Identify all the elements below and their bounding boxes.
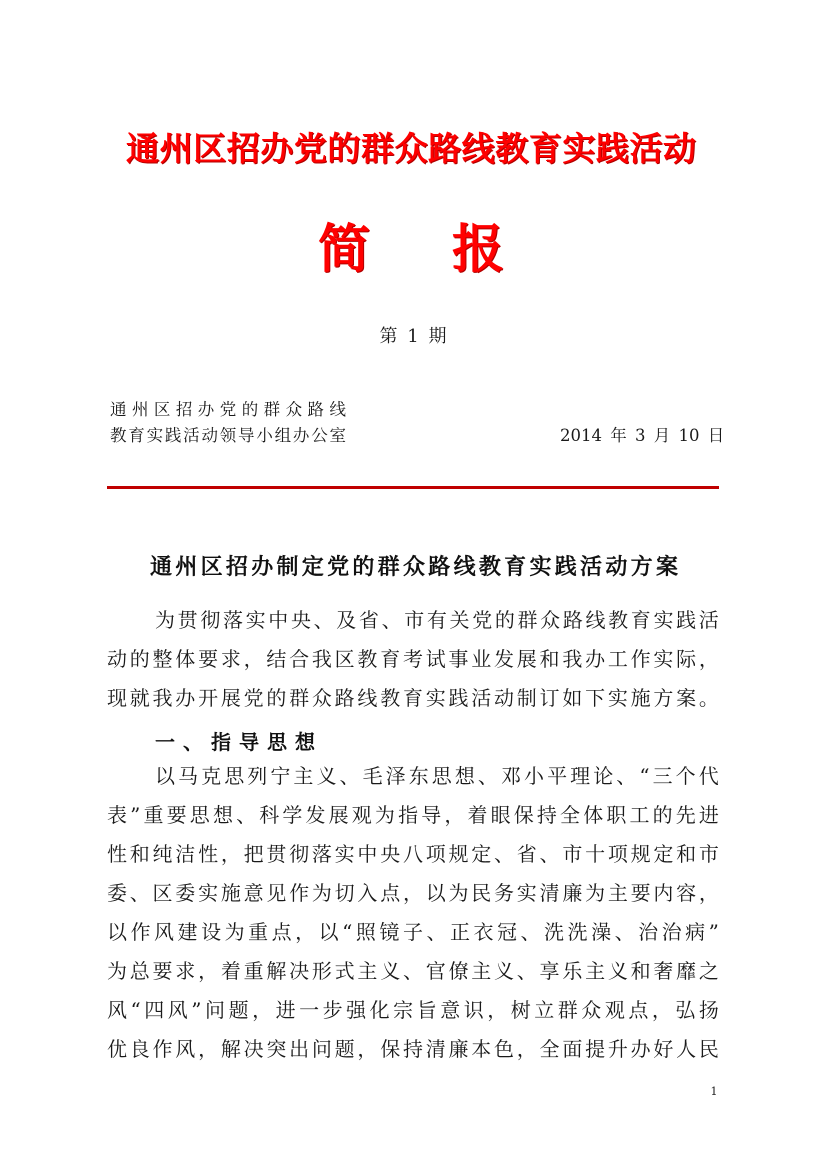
section-heading: 一 、 指 导 思 想 xyxy=(155,730,315,754)
body-line: 表 ” 重 要 思 想 、 科 学 发 展 观 为 指 导 ， 着 眼 保 持 全 体 职 工 的 先 进 xyxy=(107,803,719,827)
body-line: 性 和 纯 洁 性 ， 把 贯 彻 落 实 中 央 八 项 规 定 、 省 、 市 十 项 规 定 和 市 xyxy=(107,842,719,866)
issuer-line-2: 教育实践活动领导小组办公室 xyxy=(110,426,346,445)
masthead-title: 通 州 区 招 办 党 的 群 众 路 线 教 育 实 践 活 动 xyxy=(126,129,696,168)
issue-number: 第 1 期 xyxy=(379,326,447,347)
masthead-subtitle: 简 报 xyxy=(318,220,504,280)
body-line: 委 、 区 委 实 施 意 见 作 为 切 入 点 ， 以 为 民 务 实 清 廉 为 主 要 内 容 ， xyxy=(107,881,719,905)
page-number: 1 xyxy=(710,1085,718,1098)
issue-date: 2014 年 3 月 10 日 xyxy=(560,426,725,445)
issuer-line-1: 通州区招办党的群众路线 xyxy=(110,400,346,419)
body-line: 以 作 风 建 设 为 重 点 ， 以 “ 照 镜 子 、 正 衣 冠 、 洗 洗 澡 、 治 治 病 ” xyxy=(107,920,719,944)
body-line: 优 良 作 风 ， 解 决 突 出 问 题 ， 保 持 清 廉 本 色 ， 全 面 提 升 办 好 人 民 xyxy=(107,1037,719,1061)
body-line: 现 就 我 办 开 展 党 的 群 众 路 线 教 育 实 践 活 动 制 订 如 下 实 施 方 案 。 xyxy=(107,686,719,710)
article-title: 通 州 区 招 办 制 定 党 的 群 众 路 线 教 育 实 践 活 动 方 案 xyxy=(150,555,678,580)
body-line: 为 总 要 求 ， 着 重 解 决 形 式 主 义 、 官 僚 主 义 、 享 乐 主 义 和 奢 靡 之 xyxy=(107,959,719,983)
body-line: 为 贯 彻 落 实 中 央 、 及 省 、 市 有 关 党 的 群 众 路 线 教 育 实 践 活 xyxy=(155,608,719,632)
body-line: 动 的 整 体 要 求 ， 结 合 我 区 教 育 考 试 事 业 发 展 和 我 办 工 作 实 际 ， xyxy=(107,647,719,671)
header-divider xyxy=(107,486,719,489)
body-line: 以 马 克 思 列 宁 主 义 、 毛 泽 东 思 想 、 邓 小 平 理 论 、 “ 三 个 代 xyxy=(155,764,719,788)
body-line: 风 “ 四 风 ” 问 题 ， 进 一 步 强 化 宗 旨 意 识 ， 树 立 群 众 观 点 ， 弘 扬 xyxy=(107,998,719,1022)
